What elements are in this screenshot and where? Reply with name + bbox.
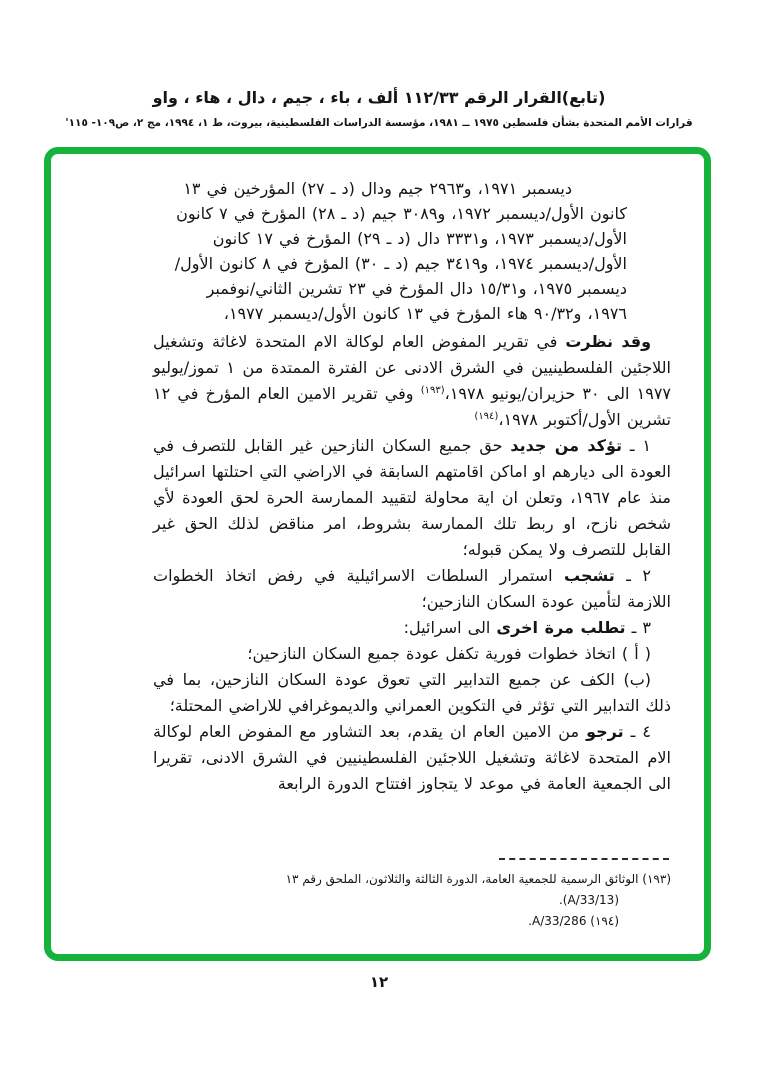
operative-paragraph-3: [153, 615, 671, 641]
footnote-194-label: (١٩٤): [590, 914, 619, 928]
paragraph-preamble-reports: [153, 329, 671, 433]
item-4-text: من الامين العام ان يقدم، بعد التشاور مع المفوض العام لوكالة الام المتحدة لاغاثة وتشغيل اللاجئين الفلسطينيين في الشرق الادنى، تقريرا الى الجمعية العامة في موعد لا يتجاوز افتتاح الدورة الرابعة: [153, 722, 671, 793]
item-3-number: ٣ ـ: [625, 618, 651, 637]
document-source-line: قرارات الأمم المتحدة بشأن فلسطين ١٩٧٥ ــ ١٩٨١، مؤسسة الدراسات الفلسطينية، بيروت، ط ١، ١٩٩٤، مج ٢، ص١٠٩- ١١٥': [65, 117, 693, 129]
footnote-193-label: (١٩٣): [642, 872, 671, 886]
footnotes-section: [285, 858, 671, 932]
bold-leadin-requests: ترجو: [586, 722, 624, 741]
operative-paragraph-1: [153, 433, 671, 563]
preamble-text-1: في تقرير المفوض العام لوكالة الام المتحدة لاغاثة وتشغيل اللاجئين الفلسطينيين في الشرق الادنى عن الفترة الممتدة من ١ تموز/يوليو ١٩٧٧ الى ٣٠ حزيران/يونيو ١٩٧٨،: [153, 332, 672, 403]
operative-paragraph-4: [153, 719, 671, 797]
resolution-body-text: [153, 176, 671, 797]
footnote-194: [323, 911, 671, 932]
page-number: ١٢: [369, 973, 389, 991]
footnote-193-reference: (A/33/13).: [558, 893, 619, 907]
item-4-number: ٤ ـ: [623, 722, 651, 741]
item-2-number: ٢ ـ: [614, 566, 652, 585]
footnote-marker-193: (١٩٣): [420, 385, 445, 396]
item-3-text: الى اسرائيل:: [403, 618, 497, 637]
document-title: (تابع)القرار الرقم ١١٢/٣٣ ألف ، باء ، جيم ، دال ، هاء ، واو: [152, 88, 606, 107]
content-border-frame: [44, 147, 711, 961]
item-1-number: ١ ـ: [622, 436, 652, 455]
footnote-193-text: الوثائق الرسمية للجمعية العامة، الدورة الثالثة والثلاثون، الملحق رقم ١٣: [285, 872, 643, 886]
bold-leadin-deplores: تشجب: [564, 566, 615, 585]
footnote-separator-rule: [499, 858, 669, 860]
subparagraph-b: (ب) الكف عن جميع التدابير التي تعوق عودة السكان النازحين، بما في ذلك التدابير التي تؤثر في التكوين العمراني والديموغرافي للاراضي المحتلة؛: [153, 670, 671, 715]
bold-leadin-reaffirms: تؤكد من جديد: [510, 436, 623, 455]
preamble-text-2: وفي تقرير الامين العام المؤرخ في ١٢ تشرين الأول/أكتوبر ١٩٧٨،: [153, 384, 671, 429]
paragraph-prior-resolutions: ديسمبر ١٩٧١، و٢٩٦٣ جيم ودال (د ـ ٢٧) المؤرخين في ١٣ كانون الأول/ديسمبر ١٩٧٢، و٣٠٨٩ جيم (د ـ ٢٨) المؤرخ في ٧ كانون الأول/ديسمبر ١٩٧٣، و٣٣٣١ دال (د ـ ٢٩) المؤرخ في ١٧ كانون الأول/ديسمبر ١٩٧٤، و٣٤١٩ جيم (د ـ ٣٠) المؤرخ في ٨ كانون الأول/ديسمبر ١٩٧٥، و١٥/٣١ دال المؤرخ في ٢٣ تشرين الثاني/نوفمبر ١٩٧٦، و٩٠/٣٢ هاء المؤرخ في ١٣ كانون الأول/ديسمبر ١٩٧٧،: [174, 179, 627, 323]
footnote-193: [285, 869, 671, 890]
footnote-marker-194: (١٩٤): [474, 411, 499, 422]
subparagraph-a: ( أ ) اتخاذ خطوات فورية تكفل عودة جميع السكان النازحين؛: [247, 644, 651, 663]
operative-paragraph-2: [153, 563, 671, 615]
bold-leadin-having-considered: وقد نظرت: [565, 332, 652, 351]
item-1-text: حق جميع السكان النازحين غير القابل للتصرف في العودة الى ديارهم او اماكن اقامتهم السابقة في الاراضي التي احتلتها اسرائيل منذ عام ١٩٦٧، وتعلن ان اية محاولة لتقييد الممارسة الحرة لحق العودة لأي شخص نازح، او ربط تلك الممارسة بشروط، امر مناقض لذلك الحق غير القابل للتصرف ولا يمكن قبوله؛: [153, 436, 672, 559]
item-2-text: استمرار السلطات الاسرائيلية في رفض اتخاذ الخطوات اللازمة لتأمين عودة السكان النازحين؛: [153, 566, 671, 611]
footnote-194-reference: A/33/286.: [528, 914, 587, 928]
bold-leadin-calls-again: تطلب مرة اخرى: [496, 618, 626, 637]
